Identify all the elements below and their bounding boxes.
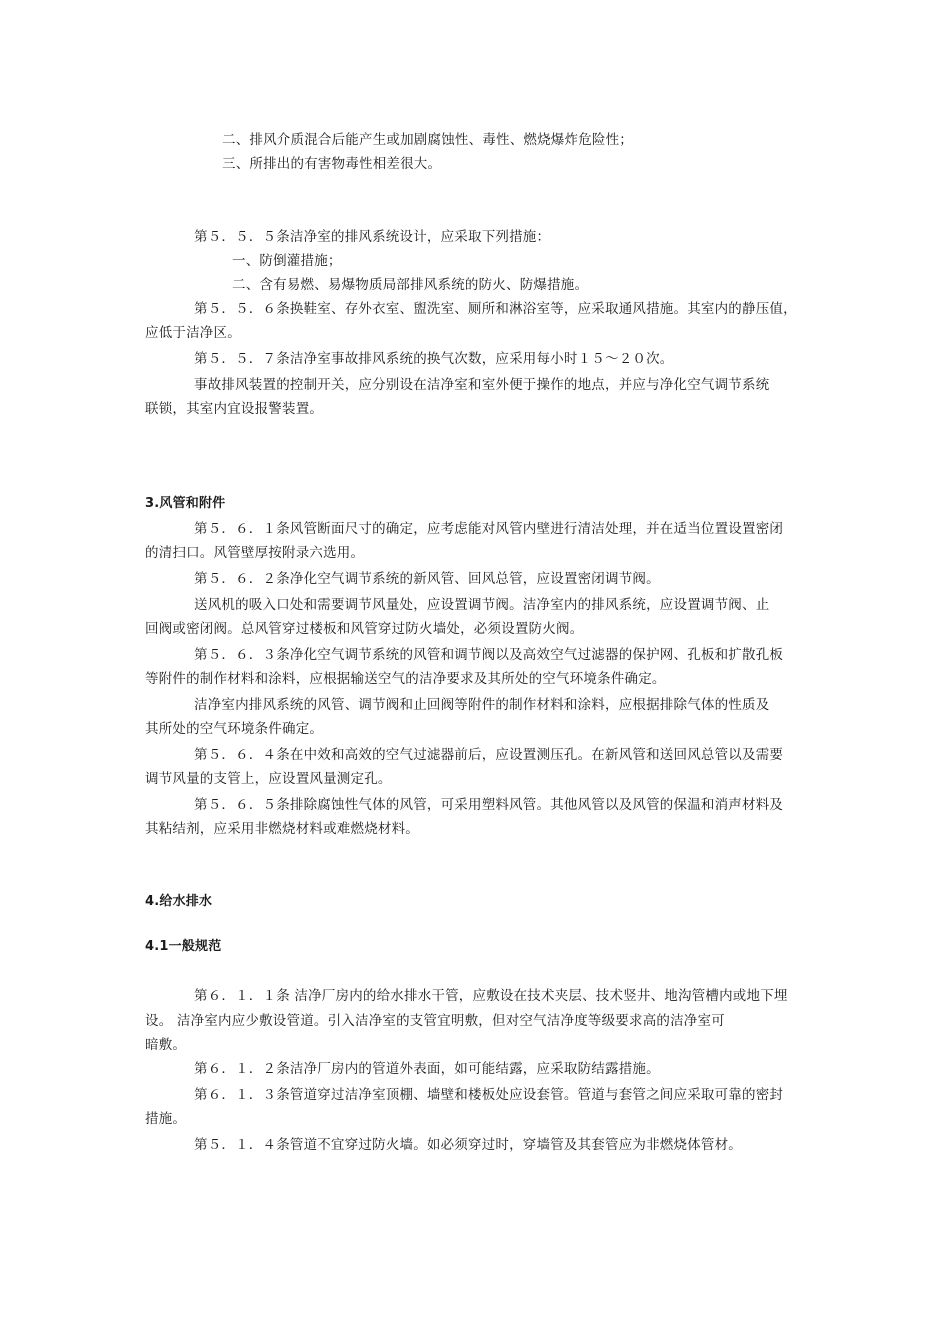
text-line: 第６．１．１条 洁净厂房内的给水排水干管，应敷设在技术夹层、技术竖井、地沟管槽内或地下埋 (194, 988, 788, 1004)
text-line: 事故排风装置的控制开关，应分别设在洁净室和室外便于操作的地点，并应与净化空气调节系统 (194, 377, 770, 393)
section-heading: 3.风管和附件 (145, 496, 226, 511)
text-line: 联锁，其室内宜设报警装置。 (145, 401, 324, 417)
text-line: 应低于洁净区。 (145, 325, 241, 341)
text-line: 第５．６．５条排除腐蚀性气体的风管，可采用塑料风管。其他风管以及风管的保温和消声材料及 (194, 797, 784, 813)
text-line: 第５．６．２条净化空气调节系统的新风管、回风总管，应设置密闭调节阀。 (194, 571, 660, 587)
text-line: 一、防倒灌措施； (232, 253, 342, 269)
text-line: 第５．６．１条风管断面尺寸的确定，应考虑能对风管内壁进行清洁处理，并在适当位置设置密闭 (194, 521, 784, 537)
text-line: 回阀或密闭阀。总风管穿过楼板和风管穿过防火墙处，必须设置防火阀。 (145, 621, 584, 637)
text-line: 三、所排出的有害物毒性相差很大。 (222, 156, 442, 172)
text-line: 第６．１．２条洁净厂房内的管道外表面，如可能结露，应采取防结露措施。 (194, 1061, 660, 1077)
text-line: 第５．５．７条洁净室事故排风系统的换气次数，应采用每小时１５～２０次。 (194, 351, 674, 367)
text-line: 二、排风介质混合后能产生或加剧腐蚀性、毒性、燃烧爆炸危险性； (222, 132, 633, 148)
text-line: 第５．６．４条在中效和高效的空气过滤器前后，应设置测压孔。在新风管和送回风总管以及需要 (194, 747, 784, 763)
text-line: 二、含有易燃、易爆物质局部排风系统的防火、防爆措施。 (232, 277, 589, 293)
text-line: 其粘结剂，应采用非燃烧材料或难燃烧材料。 (145, 821, 419, 837)
text-line: 第５．５．５条洁净室的排风系统设计，应采取下列措施： (194, 229, 551, 245)
text-line: 设。 洁净室内应少敷设管道。引入洁净室的支管宜明敷，但对空气洁净度等级要求高的洁净室可 (145, 1013, 725, 1029)
section-heading: 4.给水排水 (145, 894, 213, 909)
text-line: 洁净室内排风系统的风管、调节阀和止回阀等附件的制作材料和涂料，应根据排除气体的性质及 (194, 697, 770, 713)
text-line: 第５．１．４条管道不宜穿过防火墙。如必须穿过时，穿墙管及其套管应为非燃烧体管材。 (194, 1137, 742, 1153)
text-line: 第６．１．３条管道穿过洁净室顶棚、墙壁和楼板处应设套管。管道与套管之间应采取可靠的密封 (194, 1087, 784, 1103)
text-line: 暗敷。 (145, 1037, 187, 1053)
text-line: 其所处的空气环境条件确定。 (145, 721, 324, 737)
text-line: 的清扫口。风管壁厚按附录六选用。 (145, 545, 365, 561)
text-line: 等附件的制作材料和涂料，应根据输送空气的洁净要求及其所处的空气环境条件确定。 (145, 671, 666, 687)
text-line: 第５．５．６条换鞋室、存外衣室、盥洗室、厕所和淋浴室等，应采取通风措施。其室内的静压值， (194, 301, 797, 317)
text-line: 送风机的吸入口处和需要调节风量处，应设置调节阀。洁净室内的排风系统，应设置调节阀、止 (194, 597, 770, 613)
subsection-heading: 4.1一般规范 (145, 939, 222, 954)
text-line: 措施。 (145, 1111, 187, 1127)
text-line: 调节风量的支管上，应设置风量测定孔。 (145, 771, 392, 787)
text-line: 第５．６．３条净化空气调节系统的风管和调节阀以及高效空气过滤器的保护网、孔板和扩散孔板 (194, 647, 784, 663)
